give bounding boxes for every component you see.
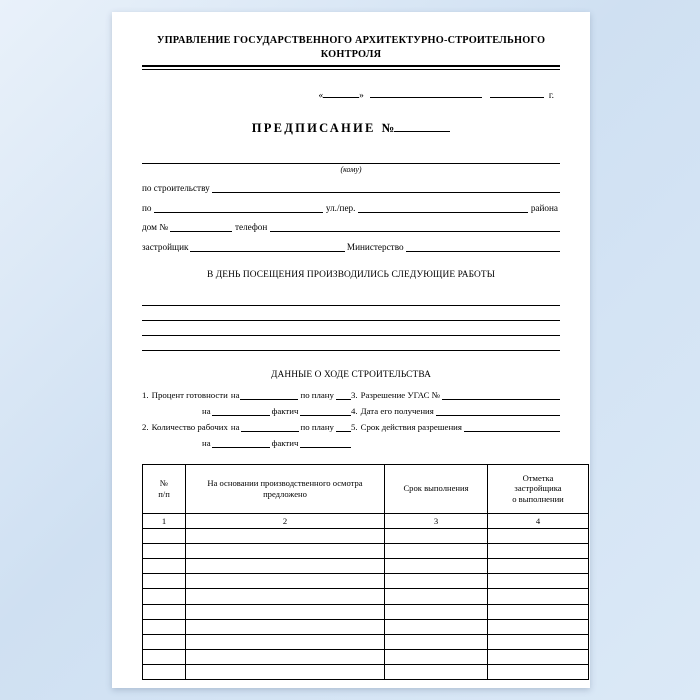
progress-sub-on-3: на	[230, 421, 240, 432]
progress-num-4: 4.	[351, 405, 358, 416]
progress-sub-on-2: на	[202, 405, 211, 416]
table-cell[interactable]	[143, 634, 186, 649]
table-header-deadline: Срок выполнения	[385, 464, 488, 513]
table-cell[interactable]	[385, 650, 488, 665]
table-header-row	[143, 464, 589, 513]
table-header-proposal-line2: предложено	[263, 488, 307, 499]
recipient-field	[142, 153, 560, 174]
field-input-address[interactable]	[154, 202, 323, 213]
table-cell[interactable]	[186, 604, 385, 619]
table-cell[interactable]	[488, 543, 589, 558]
quote-open: «	[318, 90, 324, 101]
table-cell[interactable]	[385, 665, 488, 680]
table-cell[interactable]	[143, 558, 186, 573]
field-label-developer: застройщик	[142, 241, 189, 252]
quote-close: »	[359, 90, 364, 101]
table-cell[interactable]	[143, 574, 186, 589]
table-cell[interactable]	[488, 558, 589, 573]
progress-left-2	[142, 406, 351, 416]
progress-right-3	[351, 422, 560, 432]
progress-sub-on-1: на	[230, 389, 240, 400]
table-cell[interactable]	[186, 634, 385, 649]
field-input-phone[interactable]	[270, 222, 560, 233]
recipient-line	[142, 153, 560, 164]
progress-input-readiness-fact[interactable]	[212, 406, 270, 416]
works-line[interactable]	[142, 291, 560, 306]
field-row-developer	[142, 241, 560, 252]
field-label-street: ул./пер.	[325, 202, 356, 213]
table-row[interactable]	[143, 528, 589, 543]
main-title-number: №	[381, 120, 395, 135]
progress-num-2: 2.	[142, 421, 149, 432]
progress-data-grid	[142, 390, 560, 448]
works-line[interactable]	[142, 336, 560, 351]
field-label-phone: телефон	[234, 222, 268, 233]
table-row[interactable]	[143, 558, 589, 573]
recipient-caption: (кому)	[340, 164, 362, 174]
progress-label-readiness: Процент готовности	[151, 389, 228, 400]
document-content	[142, 34, 564, 680]
table-header-mark-line2: застройщика	[514, 483, 562, 494]
table-cell[interactable]	[186, 543, 385, 558]
table-cell[interactable]	[186, 619, 385, 634]
progress-input-workers-fact-value[interactable]	[300, 438, 351, 448]
progress-row-1	[142, 390, 560, 400]
progress-right-1	[351, 390, 560, 400]
field-label-ministry: Министерство	[346, 241, 404, 252]
table-header-proposal-line1: На основании производственного осмотра	[207, 478, 363, 489]
works-blank-lines	[142, 291, 560, 351]
page-title	[142, 121, 560, 136]
table-cell[interactable]	[385, 574, 488, 589]
progress-input-readiness-plan[interactable]	[240, 390, 298, 400]
table-cell[interactable]	[186, 574, 385, 589]
progress-input-workers-plan-value[interactable]	[336, 422, 351, 432]
progress-input-permit-term[interactable]	[464, 422, 560, 432]
progress-row-3	[142, 422, 560, 432]
table-cell[interactable]	[143, 619, 186, 634]
prescription-table	[142, 464, 589, 681]
table-row[interactable]	[143, 574, 589, 589]
progress-label-permit: Разрешение УГАС №	[360, 389, 441, 400]
table-cell[interactable]	[143, 665, 186, 680]
field-row-address	[142, 202, 560, 213]
table-cell[interactable]	[186, 665, 385, 680]
progress-label-permit-term: Срок действия разрешения	[360, 421, 462, 432]
table-header-number-line1: №	[159, 478, 169, 489]
table-cell[interactable]	[488, 528, 589, 543]
progress-left-3	[142, 422, 351, 432]
progress-row-4	[142, 438, 560, 448]
table-cell[interactable]	[186, 528, 385, 543]
progress-sub-plan-3: по плану	[300, 421, 334, 432]
table-cell[interactable]	[143, 589, 186, 604]
year-suffix: г.	[548, 90, 554, 101]
progress-left-4	[142, 438, 351, 448]
table-cell[interactable]	[186, 558, 385, 573]
table-header-number-line2: п/п	[158, 488, 170, 499]
progress-input-permit-date[interactable]	[436, 406, 560, 416]
progress-sub-on-4: на	[202, 437, 211, 448]
table-header-number	[143, 464, 186, 513]
table-header-mark-line3: о выполнении	[512, 493, 564, 504]
table-cell[interactable]	[143, 543, 186, 558]
field-label-address: по	[142, 202, 152, 213]
progress-label-workers: Количество рабочих	[151, 421, 228, 432]
date-line	[142, 88, 560, 101]
table-body	[143, 513, 589, 680]
table-row[interactable]	[143, 543, 589, 558]
progress-num-3: 3.	[351, 389, 358, 400]
progress-input-workers-plan[interactable]	[241, 422, 299, 432]
table-row[interactable]	[143, 619, 589, 634]
table-row[interactable]	[143, 589, 589, 604]
table-header-mark-line1: Отметка	[522, 472, 554, 483]
table-cell[interactable]	[488, 619, 589, 634]
organization-title: УПРАВЛЕНИЕ ГОСУДАРСТВЕННОГО АРХИТЕКТУРНО-СТРОИТЕЛЬНОГО КОНТРОЛЯ	[156, 35, 546, 60]
section-works-heading: В ДЕНЬ ПОСЕЩЕНИЯ ПРОИЗВОДИЛИСЬ СЛЕДУЮЩИЕ РАБОТЫ	[207, 269, 495, 280]
table-cell[interactable]	[385, 634, 488, 649]
table-cell-num-1: 1	[143, 513, 186, 528]
works-line[interactable]	[142, 321, 560, 336]
field-label-district: района	[530, 202, 558, 213]
table-cell-num-3: 3	[385, 513, 488, 528]
section-progress-heading: ДАННЫЕ О ХОДЕ СТРОИТЕЛЬСТВА	[271, 369, 431, 380]
field-input-construction[interactable]	[212, 183, 560, 194]
progress-input-workers-fact[interactable]	[212, 438, 270, 448]
field-label-house: дом №	[142, 222, 168, 233]
table-cell[interactable]	[143, 604, 186, 619]
table-cell[interactable]	[186, 589, 385, 604]
table-cell[interactable]	[488, 634, 589, 649]
field-input-developer[interactable]	[190, 241, 344, 252]
table-cell[interactable]	[488, 604, 589, 619]
table-cell[interactable]	[143, 650, 186, 665]
table-header-proposal	[186, 464, 385, 513]
progress-left-1	[142, 390, 351, 400]
table-number-row	[143, 513, 589, 528]
table-row[interactable]	[143, 665, 589, 680]
table-cell[interactable]	[385, 604, 488, 619]
table-cell[interactable]	[385, 528, 488, 543]
table-row[interactable]	[143, 634, 589, 649]
progress-label-permit-date: Дата его получения	[360, 405, 434, 416]
table-cell[interactable]	[488, 589, 589, 604]
table-cell[interactable]	[385, 543, 488, 558]
progress-input-readiness-plan-value[interactable]	[336, 390, 351, 400]
header-rule-thick	[142, 65, 560, 67]
progress-row-2	[142, 406, 560, 416]
field-row-house	[142, 222, 560, 233]
progress-sub-plan-1: по плану	[300, 389, 334, 400]
progress-num-1: 1.	[142, 389, 149, 400]
table-cell[interactable]	[488, 650, 589, 665]
document-sheet	[112, 12, 590, 688]
field-label-construction: по строительству	[142, 183, 210, 194]
table-cell-num-2: 2	[186, 513, 385, 528]
field-input-ministry[interactable]	[406, 241, 560, 252]
table-cell[interactable]	[385, 619, 488, 634]
progress-sub-fact-4: фактич	[271, 437, 299, 448]
table-cell[interactable]	[488, 665, 589, 680]
table-cell-num-4: 4	[488, 513, 589, 528]
field-input-house[interactable]	[170, 222, 232, 233]
progress-right-2	[351, 406, 560, 416]
table-row[interactable]	[143, 650, 589, 665]
table-cell[interactable]	[385, 558, 488, 573]
table-row[interactable]	[143, 604, 589, 619]
table-header-mark	[488, 464, 589, 513]
table-cell[interactable]	[143, 528, 186, 543]
field-row-construction	[142, 183, 560, 194]
progress-sub-fact-2: фактич	[271, 405, 299, 416]
works-line[interactable]	[142, 306, 560, 321]
table-cell[interactable]	[186, 650, 385, 665]
header-rule-thin	[142, 69, 560, 70]
table-cell[interactable]	[385, 589, 488, 604]
progress-input-permit[interactable]	[442, 390, 560, 400]
progress-input-readiness-fact-value[interactable]	[300, 406, 351, 416]
progress-num-5: 5.	[351, 421, 358, 432]
main-title-text: ПРЕДПИСАНИЕ	[251, 120, 376, 135]
field-input-street[interactable]	[358, 202, 527, 213]
table-cell[interactable]	[488, 574, 589, 589]
